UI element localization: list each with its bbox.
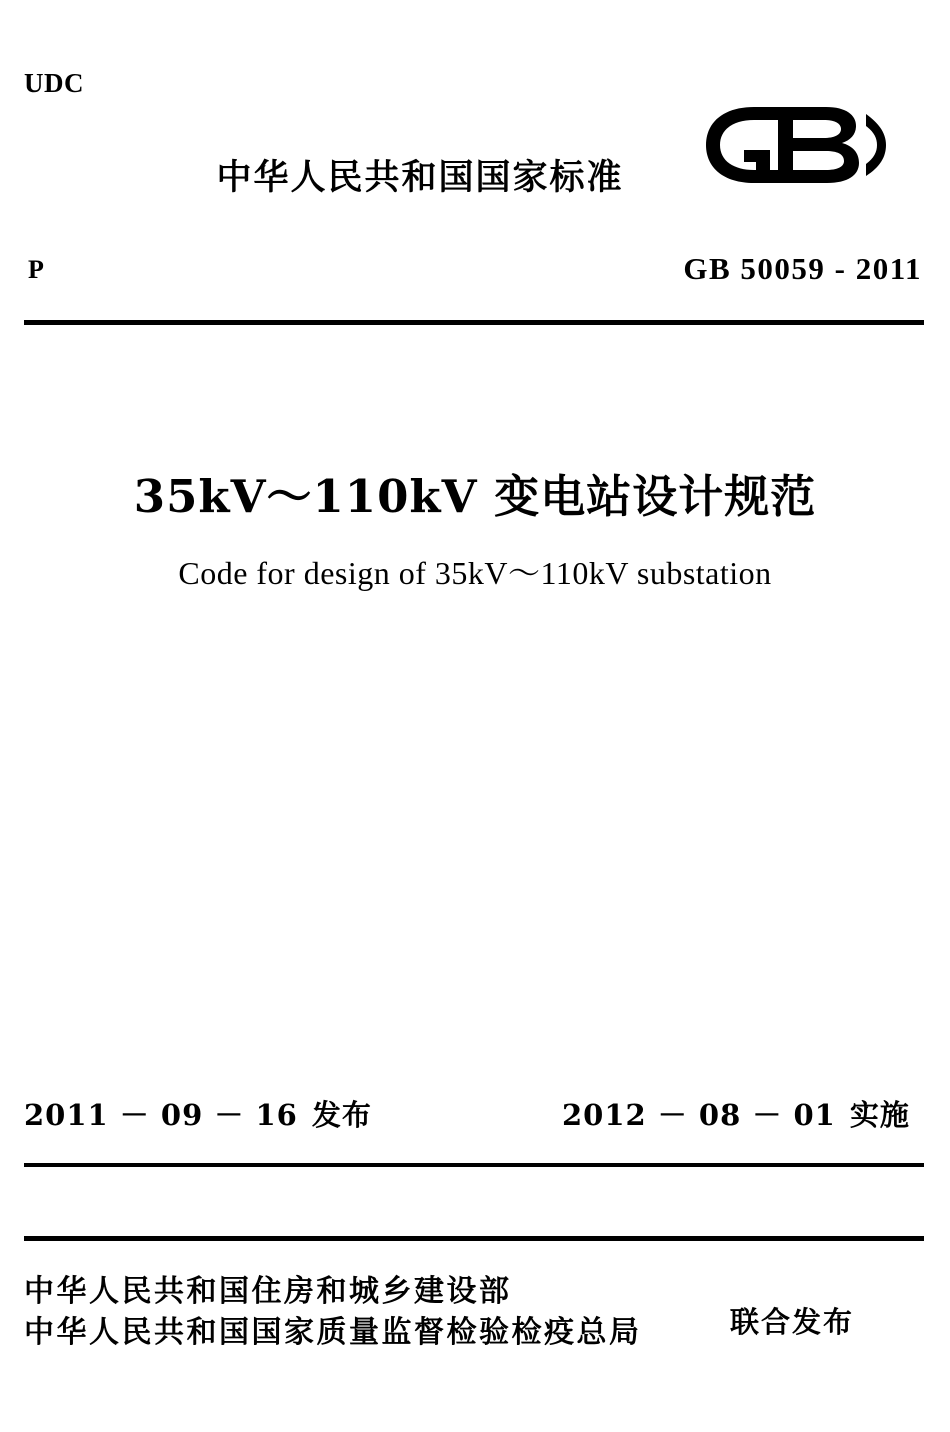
divider-top bbox=[24, 320, 924, 325]
divider-middle bbox=[24, 1163, 924, 1167]
publisher-line-2: 中华人民共和国国家质量监督检验检疫总局 bbox=[24, 1314, 642, 1350]
publishers-block bbox=[24, 1272, 642, 1353]
udc-label: UDC bbox=[24, 68, 84, 98]
gb-logo-icon bbox=[700, 104, 890, 186]
standard-number: GB 50059 - 2011 bbox=[683, 251, 922, 286]
document-title-cn: 35kV～110kV 变电站设计规范 bbox=[133, 470, 817, 523]
issue-date-block bbox=[24, 1093, 372, 1134]
issue-date: 2011 － 09 － 16 bbox=[24, 1098, 298, 1132]
national-standard-heading: 中华人民共和国国家标准 bbox=[216, 158, 624, 198]
joint-release-label: 联合发布 bbox=[730, 1305, 855, 1339]
classification-label: P bbox=[28, 255, 44, 284]
publisher-line-1: 中华人民共和国住房和城乡建设部 bbox=[24, 1274, 512, 1309]
effective-date-block bbox=[562, 1093, 910, 1134]
document-title-en: Code for design of 35kV～110kV substation bbox=[178, 555, 772, 591]
effective-date: 2012 － 08 － 01 bbox=[562, 1098, 836, 1132]
effective-date-word: 实施 bbox=[849, 1098, 910, 1132]
issue-date-word: 发布 bbox=[311, 1098, 372, 1132]
divider-bottom bbox=[24, 1236, 924, 1241]
